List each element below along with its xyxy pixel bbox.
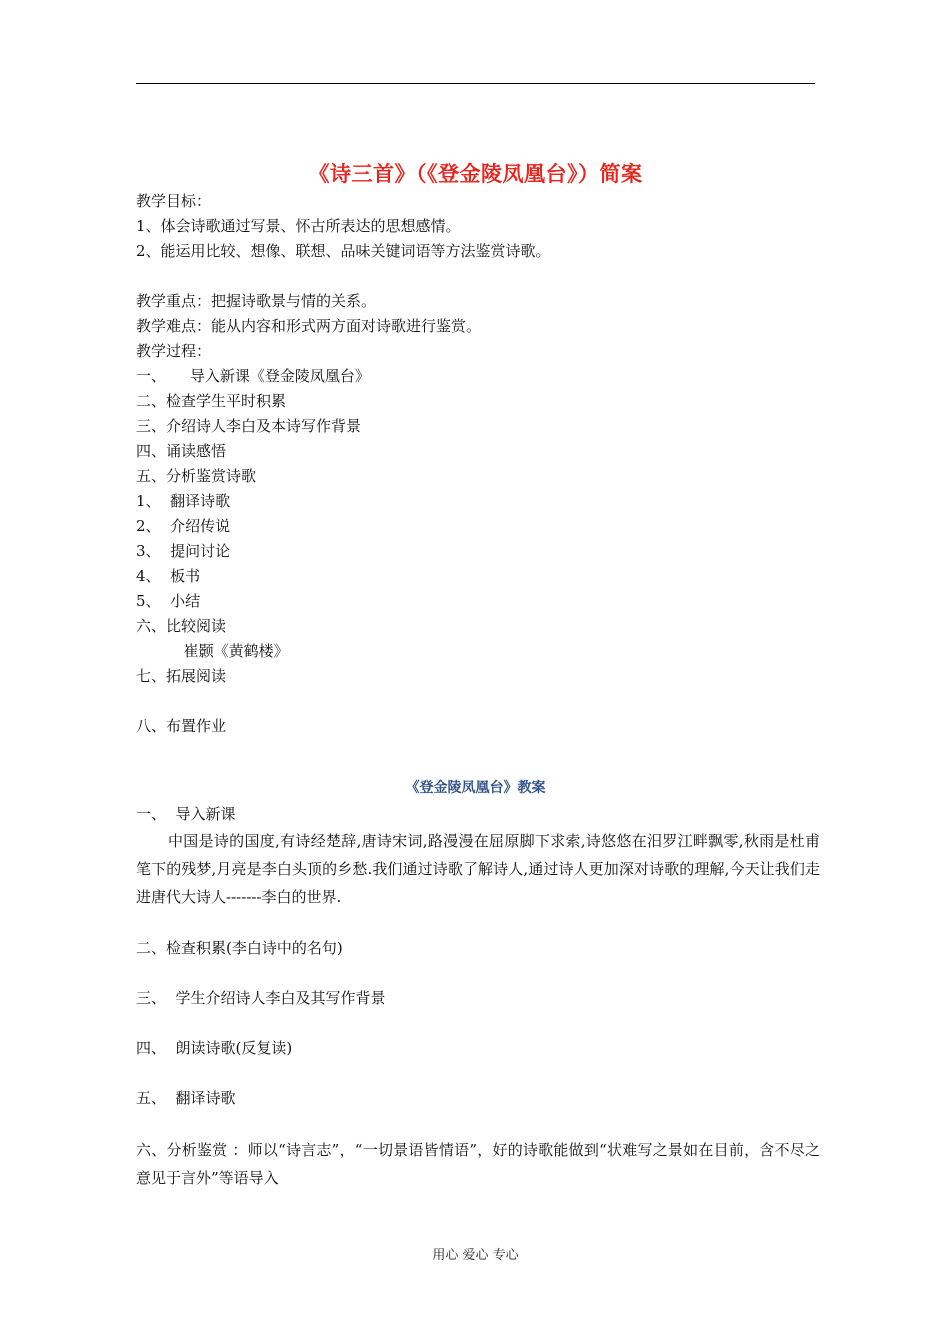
spacer (136, 961, 820, 986)
plan-heading: 五、 翻译诗歌 (136, 1089, 236, 1107)
outline-line: 4、 板书 (136, 567, 201, 585)
page-footer: 用心 爱心 专心 (432, 1248, 519, 1263)
outline-line: 二、检查学生平时积累 (136, 392, 287, 410)
spacer (136, 1111, 820, 1136)
plan-heading: 一、 导入新课 (136, 805, 236, 823)
outline-line: 教学难点：能从内容和形式两方面对诗歌进行鉴赏。 (136, 317, 482, 335)
outline-line: 三、介绍诗人李白及本诗写作背景 (136, 417, 362, 435)
outline-line: 2、 介绍传说 (136, 517, 231, 535)
plan-heading: 六、分析鉴赏 ：师以“诗言志”，“一切景语皆情语”，好的诗歌能做到“状难写之景如在目前，含不尽之意见于言外”等语导入 (136, 1141, 820, 1187)
spacer (136, 689, 826, 714)
outline-line: 1、体会诗歌通过写景、怀古所表达的思想感情。 (136, 217, 461, 235)
outline-line: 崔颢《黄鹤楼》 (136, 642, 289, 660)
spacer (136, 264, 826, 289)
lesson-outline (136, 189, 826, 739)
outline-line: 教学重点：把握诗歌景与情的关系。 (136, 292, 377, 310)
outline-line: 教学目标： (136, 192, 212, 210)
outline-line: 五、分析鉴赏诗歌 (136, 467, 257, 485)
outline-line: 六、比较阅读 (136, 617, 227, 635)
section-title: 《登金陵凤凰台》教案 (405, 780, 546, 796)
outline-line: 2、能运用比较、想像、联想、品味关键词语等方法鉴赏诗歌。 (136, 242, 551, 260)
outline-line: 5、 小结 (136, 592, 201, 610)
spacer (136, 911, 820, 936)
outline-line: 四、诵读感悟 (136, 442, 227, 460)
intro-paragraph: 中国是诗的国度,有诗经楚辞,唐诗宋词,路漫漫在屈原脚下求索,诗悠悠在汨罗江畔飘零,秋雨是杜甫笔下的残梦,月亮是李白头顶的乡愁.我们通过诗歌了解诗人,通过诗人更加深对诗歌的理解,今天让我们走进唐代大诗人-------李白的世界. (136, 832, 820, 906)
plan-heading: 二、检查积累(李白诗中的名句) (136, 939, 343, 957)
outline-line: 1、 翻译诗歌 (136, 492, 231, 510)
spacer (136, 1011, 820, 1036)
outline-line: 八、布置作业 (136, 717, 227, 735)
plan-heading: 四、 朗读诗歌(反复读) (136, 1039, 293, 1057)
lesson-plan (136, 802, 820, 1192)
spacer (136, 1061, 820, 1086)
outline-line: 教学过程： (136, 342, 212, 360)
outline-line: 3、 提问讨论 (136, 542, 231, 560)
plan-heading: 三、 学生介绍诗人李白及其写作背景 (136, 989, 386, 1007)
outline-line: 一、 导入新课《登金陵凤凰台》 (136, 367, 370, 385)
header-rule (136, 83, 815, 84)
outline-line: 七、拓展阅读 (136, 667, 227, 685)
page-title: 《诗三首》（《登金陵凤凰台》）简案 (308, 162, 643, 186)
